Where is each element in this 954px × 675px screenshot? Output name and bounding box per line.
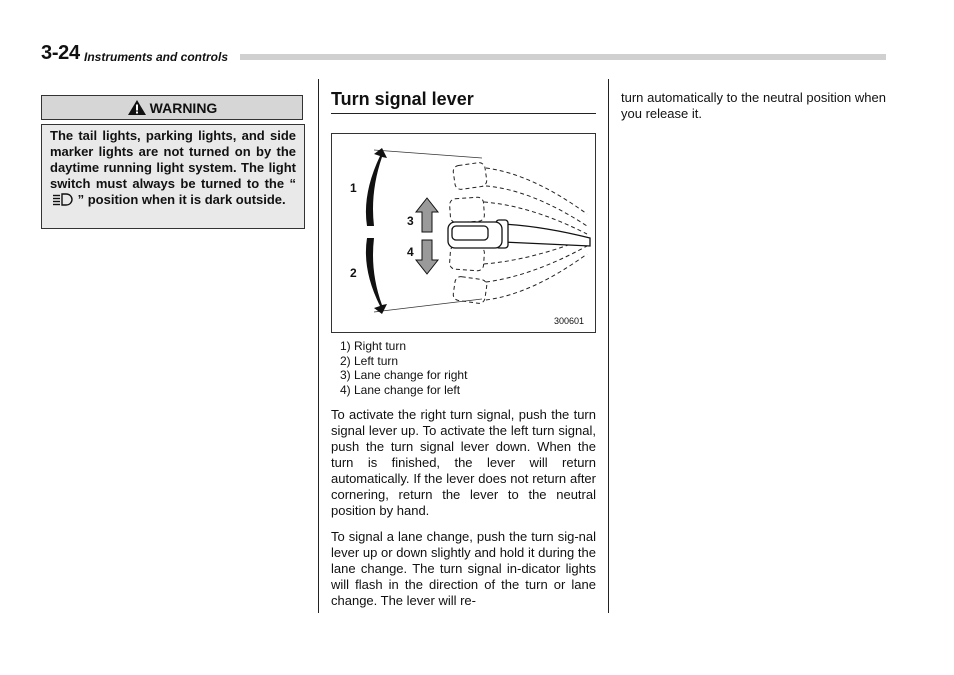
figure-label-2: 2 <box>350 266 357 280</box>
figure-label-3: 3 <box>407 214 414 228</box>
turn-signal-lever-illustration <box>332 134 595 332</box>
warning-header <box>41 95 303 120</box>
figure-label-1: 1 <box>350 181 357 195</box>
headlight-icon <box>51 193 73 206</box>
figure-label-4: 4 <box>407 245 414 259</box>
warning-label: WARNING <box>149 99 218 116</box>
section-title-rule <box>331 113 596 114</box>
warning-text <box>41 124 305 229</box>
section-header-title: Instruments and controls <box>84 50 229 64</box>
page-number: 3-24 <box>41 42 80 64</box>
warning-text-part1: The tail lights, parking lights, and side marker lights are not turned on by the daytime running light system. The light switch must always be turned to the “ <box>50 128 296 191</box>
caption-item: 3) Lane change for right <box>340 368 468 382</box>
figure-captions <box>340 339 467 397</box>
warning-text-part2: ” position when it is dark outside. <box>77 192 286 207</box>
paragraph-turn-signal: To activate the right turn signal, push the turn signal lever up. To activate the left turn signal, push the turn signal lever down. When the turn is finished, the lever will return automatically. If the lever does not return after cornering, return the lever to the neutral position by hand. <box>331 407 596 518</box>
caption-item: 4) Lane change for left <box>340 382 461 397</box>
paragraph-lane-change: To signal a lane change, push the turn sig-nal lever up or down slightly and hold it during the lane change. The turn signal in-dicator lights will flash in the direction of the turn or lane change. The lever will re- <box>331 529 596 608</box>
paragraph-continued: turn automatically to the neutral position when you release it. <box>621 90 886 121</box>
column-divider-left <box>318 79 319 613</box>
caption-item: 2) Left turn <box>340 353 399 368</box>
figure-code: 300601 <box>554 316 585 326</box>
header-bar <box>240 54 886 60</box>
section-title: Turn signal lever <box>331 89 474 109</box>
caption-item: 1) Right turn <box>340 339 407 353</box>
column-divider-right <box>608 79 609 613</box>
warning-triangle-icon <box>127 99 147 116</box>
turn-signal-figure <box>331 133 596 333</box>
